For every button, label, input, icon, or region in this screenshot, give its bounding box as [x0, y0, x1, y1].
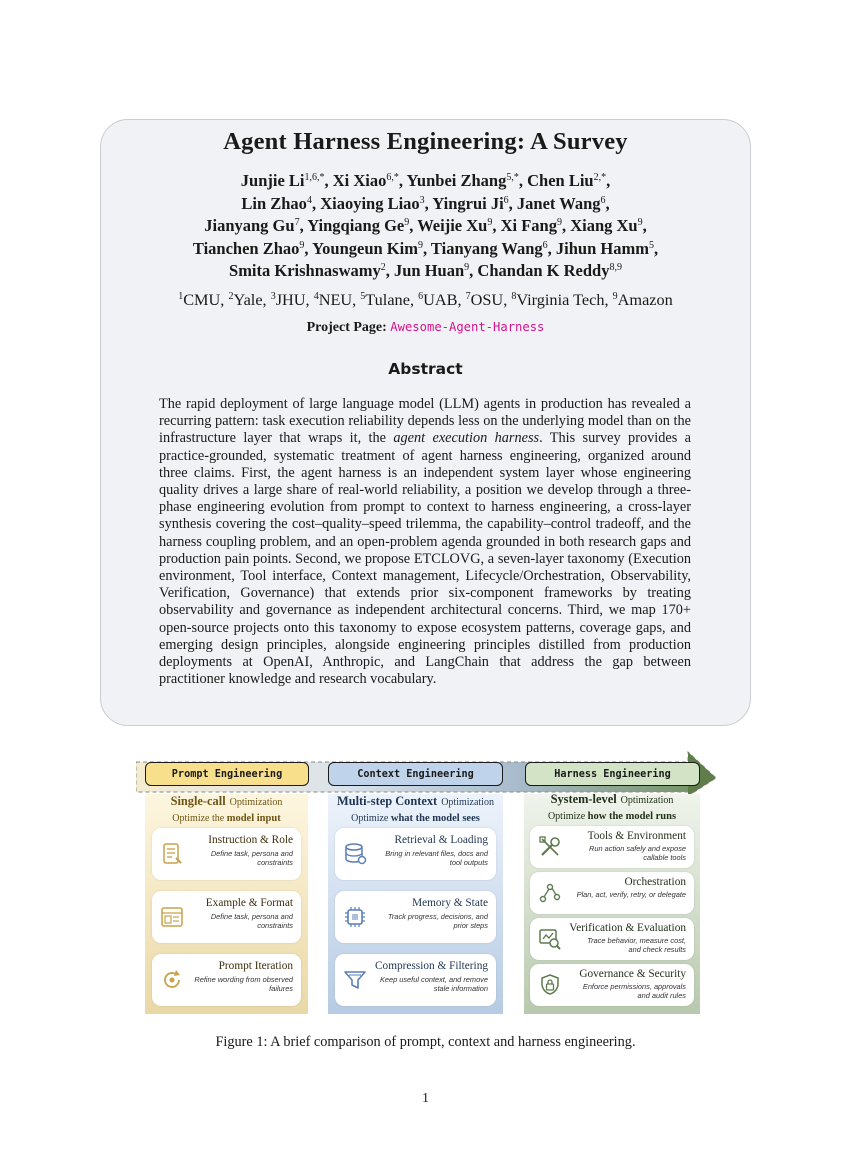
author-name: Yingrui Ji	[432, 193, 504, 213]
author-sup: 9	[487, 217, 493, 229]
author-sep: ,	[492, 216, 501, 236]
author-sup: 6	[542, 239, 548, 251]
author-name: Lin Zhao	[241, 193, 307, 213]
project-page-link[interactable]: Awesome-Agent-Harness	[390, 320, 545, 334]
author-sup: 5	[648, 239, 654, 251]
harness-column	[524, 794, 700, 1014]
author-sep: ,	[424, 193, 433, 213]
author-name: Jihun Hamm	[555, 238, 649, 258]
card-memory-state	[335, 891, 496, 943]
author-name: Yunbei Zhang	[406, 171, 507, 190]
card-desc: Bring in relevant files, docs and tool outputs	[385, 849, 488, 867]
card-desc: Plan, act, verify, retry, or delegate	[576, 890, 686, 899]
author-sep: ,	[642, 216, 647, 236]
author-sup: 7	[294, 217, 300, 229]
affil-sup: 3	[270, 291, 276, 302]
project-page	[100, 320, 751, 336]
author-sup: 3	[419, 194, 425, 206]
affil-name: OSU	[470, 290, 504, 309]
harness-goal: how the model runs	[587, 811, 677, 822]
author-sup: 2,*	[593, 172, 607, 183]
card-compression-filtering	[335, 954, 496, 1006]
author-sep: ,	[518, 171, 528, 190]
harness-subtitle	[524, 792, 700, 824]
card-title: Example & Format	[205, 897, 293, 909]
harness-goal-prefix: Optimize	[547, 811, 586, 822]
author-name: Youngeun Kim	[312, 238, 418, 258]
chip-icon	[342, 904, 368, 930]
context-engineering-label: Context Engineering	[328, 762, 503, 786]
affil-name: JHU	[275, 290, 306, 309]
context-subtitle-suffix: Optimization	[441, 797, 494, 808]
author-sep: ,	[547, 238, 556, 258]
document-icon	[159, 841, 185, 867]
card-prompt-iteration	[152, 954, 301, 1006]
author-name: Weijie Xu	[417, 216, 488, 236]
project-page-label: Project Page:	[306, 320, 387, 335]
card-governance-security	[530, 964, 694, 1006]
author-name: Chen Liu	[527, 171, 594, 190]
author-name: Xi Fang	[500, 216, 557, 236]
context-subtitle-main: Multi-step Context	[337, 794, 438, 808]
affil-sup: 1	[178, 291, 184, 302]
card-title: Tools & Environment	[587, 830, 686, 842]
author-sup: 8,9	[609, 262, 622, 274]
paper-title: Agent Harness Engineering: A Survey	[223, 128, 628, 155]
card-title: Prompt Iteration	[218, 960, 293, 972]
author-name: Jun Huan	[394, 261, 465, 281]
prompt-goal-prefix: Optimize the	[172, 813, 225, 824]
author-sep: ,	[304, 238, 313, 258]
affil-name: Amazon	[617, 290, 673, 309]
author-sup: 9	[556, 217, 562, 229]
author-sup: 9	[637, 217, 643, 229]
filter-icon	[342, 967, 368, 993]
harness-subtitle-main: System-level	[550, 792, 617, 806]
author-sep: ,	[606, 171, 611, 190]
card-tools-environment	[530, 826, 694, 868]
author-sep: ,	[398, 171, 407, 190]
author-sep: ,	[299, 216, 308, 236]
affil-name: Tulane	[365, 290, 410, 309]
author-sep: ,	[311, 193, 321, 213]
affil-sup: 2	[228, 291, 234, 302]
card-retrieval-loading	[335, 828, 496, 880]
inspect-icon	[537, 926, 563, 952]
card-orchestration	[530, 872, 694, 914]
card-desc: Refine wording from observed failures	[194, 975, 293, 993]
harness-subtitle-suffix: Optimization	[620, 795, 674, 806]
abstract-text	[159, 396, 691, 688]
abstract-text-part: . This survey provides a practice-grounded, systematic treatment of agent harness engineering, organized around three claims. First, the agent harness is an independent system layer whose engineering quality drives a large share of real-world reliability, a position we develop through a three-phase engineering evolution from prompt to context to harness engineering, a cross-layer synthesis covering the cost–quality–speed trilemma, the capability–control tradeoff, and the harness coupling problem, and an open-problem agenda grounded in both research gaps and production pain points. Second, we propose ETCLOVG, a seven-layer taxonomy (Execution environment, Tool interface, Context management, Lifecycle/Orchestration, Observability, Verification, Governance) that extends prior six-component frameworks by treating observability and governance as independent architectural concerns. Third, we map 170+ open-source projects onto this taxonomy to expose ecosystem patterns, coverage gaps, and emerging design principles, alongside engineering principles distilled from production deployments at OpenAI, Anthropic, and LangChain that address the gap between practitioner knowledge and research vocabulary.	[159, 430, 691, 688]
card-title: Retrieval & Loading	[394, 834, 488, 846]
context-column	[328, 794, 503, 1014]
author-sep: ,	[385, 261, 394, 281]
author-name: Xiaoying Liao	[320, 193, 420, 213]
author-name: Chandan K Reddy	[477, 261, 610, 281]
flow-icon	[537, 880, 563, 906]
card-desc: Track progress, decisions, and prior steps	[387, 912, 488, 930]
database-icon	[342, 841, 368, 867]
card-desc: Keep useful context, and remove stale information	[379, 975, 488, 993]
affil-sup: 5	[360, 291, 366, 302]
lock-icon	[537, 972, 563, 998]
affil-name: CMU	[183, 290, 221, 309]
author-name: Tianyang Wang	[430, 238, 543, 258]
author-list	[110, 170, 741, 283]
abstract-heading: Abstract	[388, 360, 463, 378]
author-name: Yingqiang Ge	[307, 216, 405, 236]
author-sep: ,	[409, 216, 418, 236]
affil-name: UAB	[423, 290, 458, 309]
card-title: Orchestration	[624, 876, 686, 888]
card-desc: Define task, persona and constraints	[210, 912, 293, 930]
figure-caption: Figure 1: A brief comparison of prompt, context and harness engineering.	[215, 1034, 636, 1050]
author-sup: 4	[306, 194, 312, 206]
affil-sup: 8	[511, 291, 517, 302]
author-sup: 2	[380, 262, 386, 274]
author-name: Jianyang Gu	[204, 216, 295, 236]
card-title: Verification & Evaluation	[569, 922, 686, 934]
figure-comparison	[136, 750, 716, 1015]
abstract-text-part: The rapid deployment of large language model (LLM) agents in production has revealed a recurring pattern: task execution reliability depends less on the underlying model than on the infrastructure layer that wraps it, the	[159, 396, 691, 447]
card-title: Compression & Filtering	[375, 960, 488, 972]
card-desc: Enforce permissions, approvals and audit rules	[582, 982, 686, 1000]
prompt-goal: model input	[226, 813, 281, 824]
card-desc: Trace behavior, measure cost, and check results	[587, 936, 686, 954]
author-sep: ,	[653, 238, 659, 258]
author-sep: ,	[508, 193, 517, 213]
prompt-subtitle-suffix: Optimization	[229, 797, 283, 808]
page-number: 1	[422, 1091, 429, 1106]
prompt-subtitle	[145, 794, 308, 826]
affil-sup: 9	[612, 291, 618, 302]
card-example-format	[152, 891, 301, 943]
author-sup: 5,*	[506, 172, 519, 183]
affil-sup: 6	[418, 291, 424, 302]
prompt-column	[145, 794, 308, 1014]
tools-icon	[537, 834, 563, 860]
author-sep: ,	[422, 238, 431, 258]
author-sup: 9	[464, 262, 470, 274]
layout-icon	[159, 904, 185, 930]
affil-name: Yale	[233, 290, 263, 309]
card-title: Instruction & Role	[208, 834, 293, 846]
affil-name: Virginia Tech	[516, 290, 605, 309]
context-subtitle	[328, 794, 503, 826]
affil-name: NEU	[318, 290, 353, 309]
harness-engineering-label: Harness Engineering	[525, 762, 700, 786]
affil-sup: 4	[313, 291, 319, 302]
author-name: Tianchen Zhao	[192, 238, 300, 258]
prompt-engineering-label: Prompt Engineering	[145, 762, 309, 786]
author-sup: 6	[503, 194, 509, 206]
author-sep: ,	[324, 171, 333, 190]
affil-sup: 7	[465, 291, 471, 302]
refresh-icon	[159, 967, 185, 993]
author-name: Xiang Xu	[570, 216, 638, 236]
card-desc: Define task, persona and constraints	[210, 849, 293, 867]
author-name: Janet Wang	[516, 193, 601, 213]
author-sup: 6	[600, 194, 606, 206]
card-title: Memory & State	[412, 897, 488, 909]
author-sup: 1,6,*	[304, 172, 325, 183]
author-sep: ,	[561, 216, 571, 236]
author-sup: 9	[404, 217, 410, 229]
card-title: Governance & Security	[579, 968, 686, 980]
author-name: Junjie Li	[240, 171, 305, 190]
author-sup: 9	[299, 239, 305, 251]
author-sup: 6,*	[386, 172, 399, 183]
author-name: Smita Krishnaswamy	[229, 261, 381, 281]
author-sup: 9	[417, 239, 423, 251]
author-name: Xi Xiao	[332, 171, 387, 190]
author-sep: ,	[605, 193, 610, 213]
context-goal-prefix: Optimize	[351, 813, 389, 824]
author-sep: ,	[469, 261, 478, 281]
abstract-emphasis: agent execution harness	[393, 430, 540, 447]
card-instruction-role	[152, 828, 301, 880]
card-verification-evaluation	[530, 918, 694, 960]
prompt-subtitle-main: Single-call	[170, 794, 226, 808]
affiliation-list: $^1$CMU, $^2$Yale, $^3$JHU, $^4$NEU, $^5$Tulane, $^6$UAB, $^7$OSU, $^8$Virginia Tech, $^9$Amazon	[178, 290, 673, 309]
card-desc: Run action safely and expose callable tools	[589, 844, 686, 862]
context-goal: what the model sees	[390, 813, 480, 824]
